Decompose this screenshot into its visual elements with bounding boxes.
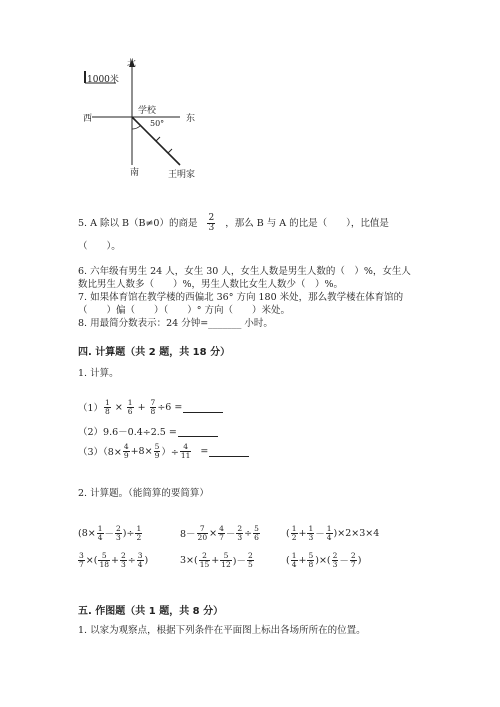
question-7-line-2: （ ）偏（ ）（ ）° 方向（ ）米处。	[78, 305, 291, 316]
expression-5: 3×( $\frac{2}{15}$ + $\frac{5}{12}$ )－ $\frac{2}{5}$	[180, 551, 253, 569]
section-5-title: 五. 作图题（共 1 题，共 8 分）	[78, 606, 224, 617]
calc-item-3: （3）（8× $\frac{4}{9}$ +8× $\frac{5}{9}$ ）÷ $\frac{4}{11}$ =	[78, 443, 249, 459]
question-5-line-1: 5. A 除以 B（B≠0）的商是 $\frac{2}{3}$ ，那么 B 与 A 的比是（ ），比值是	[78, 213, 389, 233]
calc-item-2: （2）9.6－0.4÷2.5 =	[78, 424, 218, 438]
answer-blank[interactable]	[178, 426, 218, 437]
north-label: 北	[127, 59, 137, 69]
school-label: 学校	[138, 106, 157, 116]
answer-blank[interactable]	[183, 402, 223, 413]
expression-3: ( $\frac{1}{2}$ + $\frac{1}{3}$ － $\frac{1}{4}$ )×2×3×4	[286, 524, 380, 542]
question-6-line-1: 6. 六年级有男生 24 人，女生 30 人，女生人数是男生人数的（ ）%，女生人	[78, 266, 411, 277]
question-6-line-2: 数比男生人数多（ ）%，男生人数比女生人数少（ ）%。	[78, 279, 344, 290]
section-4-q2-label: 2. 计算题。（能简算的要简算）	[78, 488, 209, 499]
scale-label: 1000米	[87, 75, 119, 85]
expression-1: (8× $\frac{1}{4}$ － $\frac{2}{3}$ )÷ $\frac{1}{2}$	[78, 524, 142, 542]
calc-item-1: （1） $\frac{1}{8}$ × $\frac{1}{6}$ + $\frac{7}{8}$ ÷6 =	[78, 399, 223, 415]
east-label: 东	[186, 114, 196, 124]
section-4-title: 四. 计算题（共 2 题，共 18 分）	[78, 347, 231, 358]
angle-arc	[132, 126, 141, 130]
expression-2: 8－ $\frac{7}{20}$ × $\frac{4}{7}$ － $\frac{2}{3}$ ÷ $\frac{5}{6}$	[180, 524, 259, 542]
home-label: 王明家	[168, 170, 196, 180]
question-5-line-2: （ ）。	[78, 241, 121, 252]
answer-blank[interactable]	[209, 446, 249, 457]
section-5-q1: 1. 以家为观察点，根据下列条件在平面图上标出各场所所在的位置。	[78, 625, 366, 636]
south-label: 南	[130, 168, 140, 178]
fraction-two-thirds: $\frac{2}{3}$	[208, 213, 215, 233]
question-7-line-1: 7. 如果体育馆在教学楼的西偏北 36° 方向 180 米处，那么教学楼在体育馆的	[78, 292, 404, 303]
question-8: 8. 用最简分数表示：24 分钟=_______ 小时。	[78, 318, 273, 329]
angle-label: 50°	[150, 119, 165, 128]
west-label: 西	[83, 114, 93, 124]
scale-bar	[84, 71, 86, 83]
expression-6: ( $\frac{1}{4}$ + $\frac{5}{8}$ )×( $\frac{2}{3}$ － $\frac{2}{7}$ )	[286, 551, 362, 569]
expression-4: $\frac{3}{7}$ ×( $\frac{5}{18}$ + $\frac{2}{3}$ ÷ $\frac{3}{4}$ )	[79, 551, 149, 569]
section-4-q1-label: 1. 计算。	[78, 368, 119, 379]
